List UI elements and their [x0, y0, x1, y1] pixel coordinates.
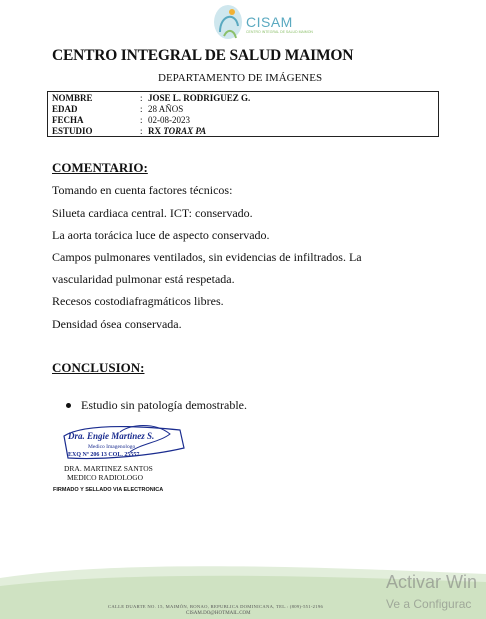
info-key: ESTUDIO [52, 126, 93, 136]
conclusion-heading: CONCLUSION: [52, 360, 145, 375]
comment-line: vascularidad pulmonar está respetada. [52, 272, 235, 286]
logo-name: CISAM [246, 14, 293, 30]
doctor-title: MEDICO RADIOLOGO [67, 473, 144, 482]
comment-line: La aorta torácica luce de aspecto conservado. [52, 228, 270, 242]
comment-line: Campos pulmonares ventilados, sin evidencias de infiltrados. La [52, 250, 362, 264]
logo-tagline: CENTRO INTEGRAL DE SALUD MAIMON [246, 30, 313, 34]
info-value: 02-08-2023 [148, 115, 190, 125]
info-key: NOMBRE [52, 93, 93, 103]
info-colon: : [140, 126, 143, 136]
study-type: TORAX PA [163, 126, 207, 136]
patient-info-box [47, 91, 439, 137]
conclusion-item: Estudio sin patología demostrable. [81, 398, 247, 412]
comment-line: Recesos costodiafragmáticos libres. [52, 294, 224, 308]
activation-watermark-line2: Ve a Configurac [386, 597, 472, 611]
info-value: JOSE L. RODRIGUEZ G. [148, 93, 251, 103]
comment-heading: COMENTARIO: [52, 160, 148, 175]
stamp-line-2: Medico Imagenologo [88, 444, 136, 450]
info-colon: : [140, 115, 143, 125]
firm-note: FIRMADO Y SELLADO VIA ELECTRONICA [53, 487, 164, 493]
stamp-line-1: Dra. Engie Martinez S. [68, 431, 155, 441]
study-prefix: RX [148, 126, 164, 136]
info-value [148, 126, 206, 137]
info-key: EDAD [52, 104, 78, 114]
comment-line: Tomando en cuenta factores técnicos: [52, 183, 233, 197]
comment-line: Densidad ósea conservada. [52, 317, 182, 331]
department-label: DEPARTAMENTO DE IMÁGENES [158, 72, 323, 84]
info-value: 28 AÑOS [148, 104, 184, 114]
footer-address: CALLE DUARTE NO. 15, MAIMÓN, BONAO, REPUBLICA DOMINICANA, TEL.: (809)-551-2196 [108, 604, 324, 609]
info-colon: : [140, 104, 143, 114]
activation-watermark-line1: Activar Win [386, 572, 478, 592]
doctor-name: DRA. MARTINEZ SANTOS [64, 464, 153, 473]
info-colon: : [140, 93, 143, 103]
doctor-signature-block [64, 464, 153, 482]
signature-stamp [60, 422, 190, 464]
info-key: FECHA [52, 115, 84, 125]
comment-line: Silueta cardiaca central. ICT: conservado. [52, 206, 253, 220]
stamp-line-3: EXQ Nº 206 13 COL. 25557 [68, 452, 140, 458]
bullet-icon [66, 403, 71, 408]
page-title: CENTRO INTEGRAL DE SALUD MAIMON [52, 47, 354, 64]
footer-email: CISAM.DO@HOTMAIL.COM [186, 611, 251, 616]
